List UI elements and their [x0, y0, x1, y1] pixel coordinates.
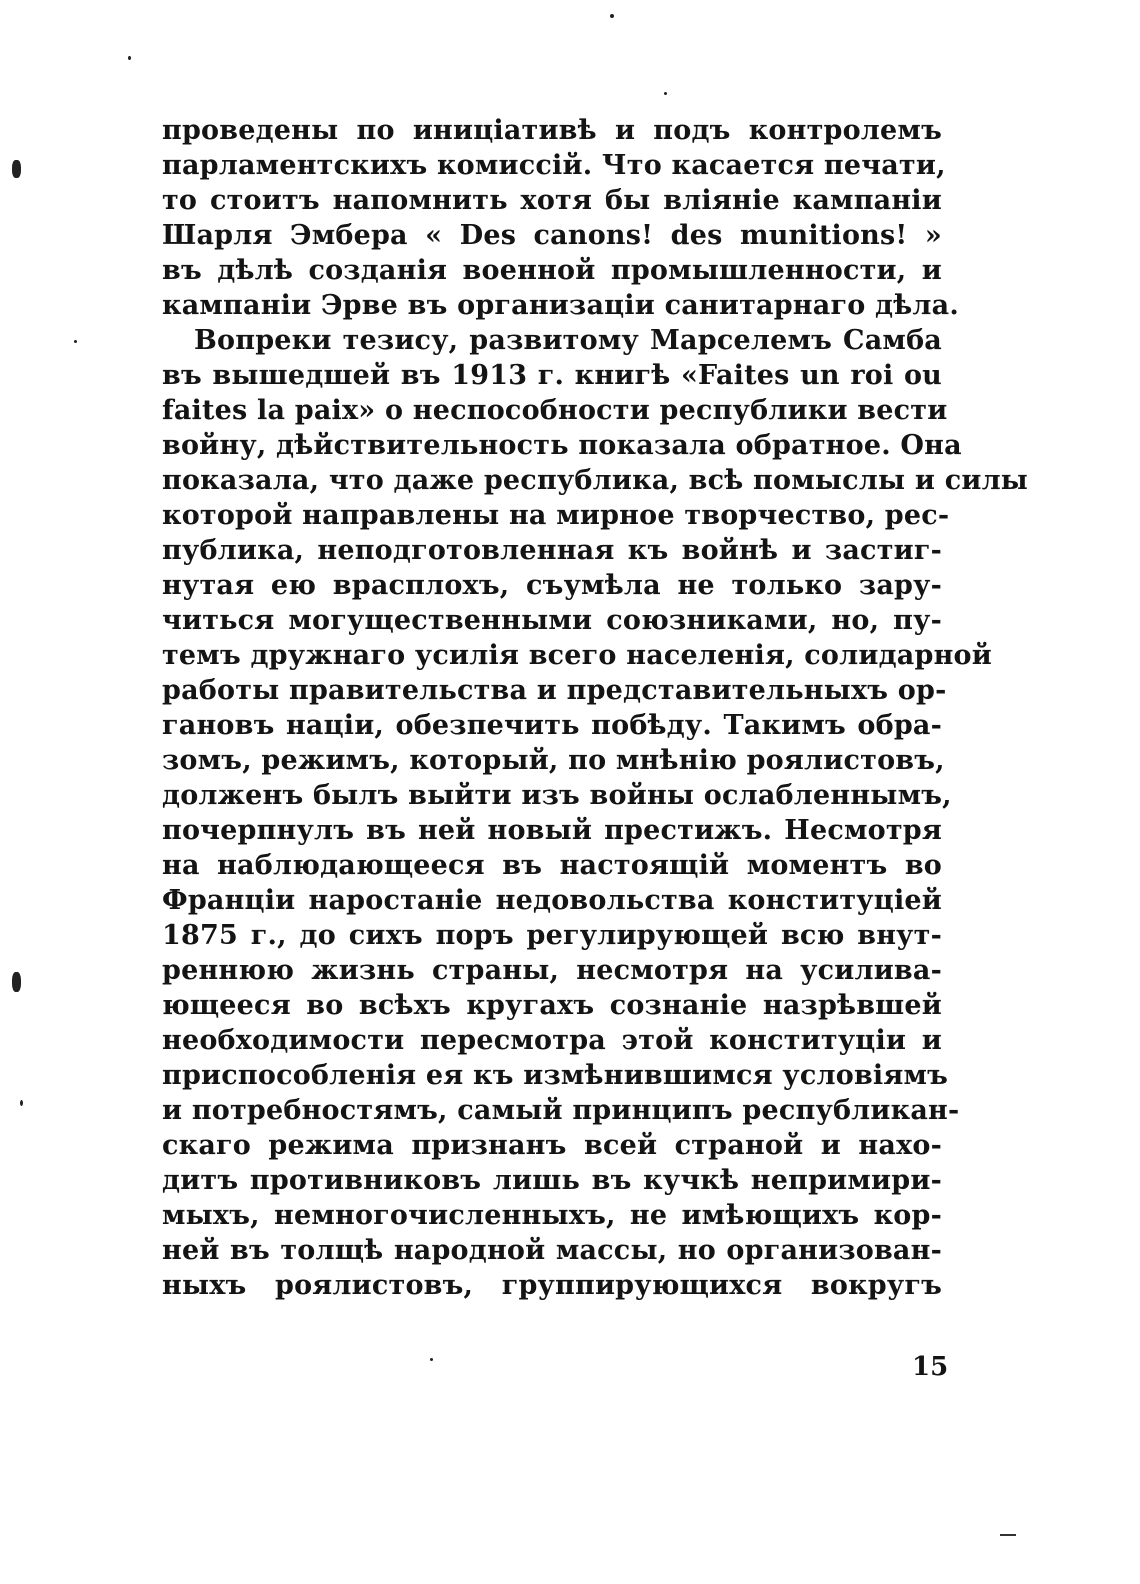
- text-line: ныхъ роялистовъ, группирующихся вокругъ: [162, 1270, 942, 1301]
- text-line: Вопреки тезису, развитому Марселемъ Самба: [194, 325, 942, 356]
- text-line: почерпнулъ въ ней новый престижъ. Несмотря: [162, 815, 942, 846]
- text-line: faites la paix» о неспособности республики вести: [162, 395, 948, 426]
- text-line: темъ дружнаго усилія всего населенія, солидарной: [162, 640, 992, 671]
- text-line: зомъ, режимъ, который, по мнѣнію роялистовъ,: [162, 745, 945, 776]
- text-line: приспособленія ея къ измѣнившимся условіямъ: [162, 1060, 949, 1091]
- text-line: то стоитъ напомнить хотя бы вліяніе кампаніи: [162, 185, 942, 216]
- text-line: и потребностямъ, самый принципъ республикан-: [162, 1095, 960, 1126]
- scan-speck: [12, 160, 21, 178]
- text-line: парламентскихъ комиссій. Что касается печати,: [162, 150, 946, 181]
- text-line: на наблюдающееся въ настоящій моментъ во: [162, 850, 942, 881]
- text-line: реннюю жизнь страны, несмотря на усилива-: [162, 955, 942, 986]
- text-line: нутая ею врасплохъ, съумѣла не только зару-: [162, 570, 942, 601]
- text-line: скаго режима признанъ всей страной и нахо-: [162, 1130, 942, 1161]
- scan-speck: [20, 1100, 23, 1106]
- body-text: [162, 113, 1029, 1303]
- text-line: 1875 г., до сихъ поръ регулирующей всю внут-: [162, 920, 942, 951]
- text-line: Шарля Эмбера « Des canons! des munitions! »: [162, 220, 942, 251]
- text-line: кампаніи Эрве въ организаціи санитарнаго дѣла.: [162, 290, 959, 321]
- scan-speck: [664, 92, 667, 95]
- text-line: работы правительства и представительныхъ ор-: [162, 675, 947, 706]
- text-line: войну, дѣйствительность показала обратное. Она: [162, 430, 962, 461]
- text-line: ющееся во всѣхъ кругахъ сознаніе назрѣвшей: [162, 990, 942, 1021]
- text-line: дитъ противниковъ лишь въ кучкѣ непримири-: [162, 1165, 942, 1196]
- scan-speck: [12, 972, 21, 992]
- page-number: 15: [912, 1352, 949, 1382]
- text-line: читься могущественными союзниками, но, пу-: [162, 605, 942, 636]
- text-line: въ вышедшей въ 1913 г. книгѣ «Faites un roi ou: [162, 360, 942, 391]
- text-line: показала, что даже республика, всѣ помыслы и силы: [162, 465, 1029, 496]
- text-line: Франціи наростаніе недовольства конституціей: [162, 885, 942, 916]
- scan-speck: [610, 14, 614, 18]
- text-line: проведены по иниціативѣ и подъ контролемъ: [162, 115, 942, 146]
- scan-speck: [430, 1358, 433, 1361]
- text-line: публика, неподготовленная къ войнѣ и застиг-: [162, 535, 942, 566]
- scan-speck: [128, 56, 131, 60]
- text-line: въ дѣлѣ созданія военной промышленности, и: [162, 255, 942, 286]
- text-line: необходимости пересмотра этой конституціи и: [162, 1025, 942, 1056]
- scan-speck: [74, 340, 77, 343]
- text-line: гановъ націи, обезпечить побѣду. Такимъ обра-: [162, 710, 942, 741]
- text-line: долженъ былъ выйти изъ войны ослабленнымъ,: [162, 780, 952, 811]
- text-line: ней въ толщѣ народной массы, но организован-: [162, 1235, 942, 1266]
- text-line: мыхъ, немногочисленныхъ, не имѣющихъ кор-: [162, 1200, 942, 1231]
- text-line: которой направлены на мирное творчество, рес-: [162, 500, 950, 531]
- scan-mark: [1000, 1534, 1016, 1536]
